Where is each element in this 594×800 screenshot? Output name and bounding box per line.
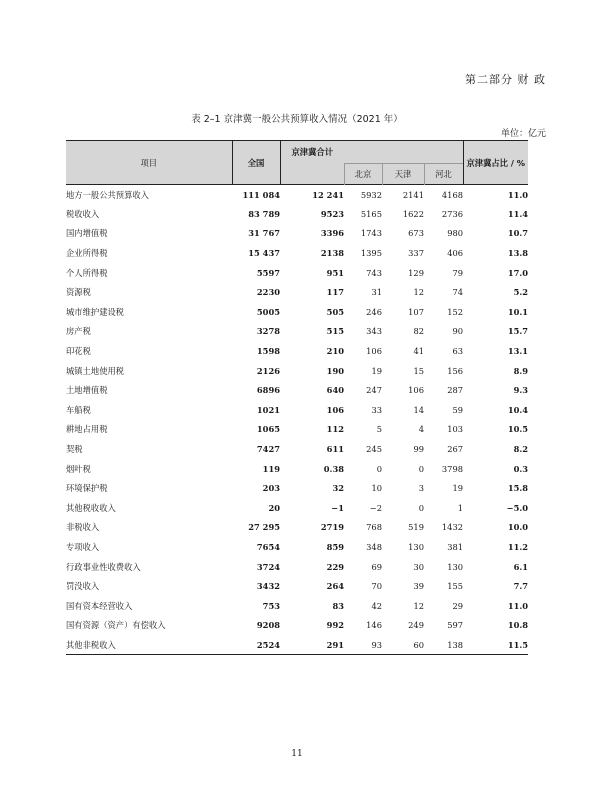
row-hebei: 155 — [447, 581, 464, 592]
row-hebei: 3798 — [441, 463, 464, 474]
row-jjj-total: 106 — [326, 404, 344, 415]
row-hebei: 74 — [452, 287, 464, 298]
row-jjj-total: 859 — [326, 541, 344, 552]
header-tianjin: 天津 — [382, 164, 424, 185]
row-beijing: 348 — [366, 541, 382, 552]
revenue-table — [66, 140, 528, 655]
row-tianjin: 12 — [413, 287, 424, 298]
table-row — [66, 224, 528, 244]
table-row — [66, 263, 528, 283]
row-item: 非税收入 — [66, 522, 100, 533]
row-jjj-total: −1 — [331, 502, 344, 513]
row-hebei: 138 — [424, 635, 463, 655]
row-hebei: 29 — [452, 600, 464, 611]
row-item: 个人所得税 — [66, 267, 108, 278]
row-national: 2524 — [232, 635, 280, 655]
row-hebei: 287 — [447, 385, 464, 396]
row-beijing: 5 — [376, 424, 382, 435]
row-hebei: 63 — [452, 346, 464, 357]
table-row — [66, 380, 528, 400]
row-item: 企业所得税 — [66, 248, 108, 259]
row-item: 耕地占用税 — [66, 424, 108, 435]
row-item: 行政事业性收费收入 — [66, 561, 141, 572]
table-row — [66, 459, 528, 479]
row-beijing: 0 — [376, 463, 382, 474]
row-jjj-total: 117 — [326, 287, 344, 298]
row-national: 5597 — [256, 267, 280, 278]
row-tianjin: 14 — [413, 404, 424, 415]
row-national: 6896 — [256, 385, 280, 396]
row-share: 11.2 — [507, 541, 529, 552]
row-jjj-total: 229 — [326, 561, 344, 572]
row-item: 契税 — [66, 444, 83, 455]
row-item: 车船税 — [66, 404, 91, 415]
header-region-group — [344, 141, 463, 164]
row-jjj-total: 83 — [332, 600, 344, 611]
row-item: 国有资源（资产）有偿收入 — [66, 620, 166, 631]
row-national: 111 084 — [232, 185, 280, 205]
row-hebei: 156 — [447, 365, 464, 376]
table-row — [66, 635, 528, 655]
row-tianjin: 673 — [408, 228, 424, 239]
row-national: 203 — [262, 483, 280, 494]
table-row — [66, 302, 528, 322]
row-jjj-total: 992 — [326, 620, 344, 631]
row-beijing: 31 — [371, 287, 382, 298]
row-national: 31 767 — [248, 228, 280, 239]
table-row — [66, 518, 528, 538]
row-share: −5.0 — [506, 502, 529, 513]
row-share: 10.5 — [507, 424, 529, 435]
row-jjj-total: 210 — [326, 346, 344, 357]
row-share: 11.0 — [507, 600, 529, 611]
row-item: 专项收入 — [66, 541, 100, 552]
row-tianjin: 12 — [413, 600, 424, 611]
row-item: 税收收入 — [66, 208, 100, 219]
section-header: 第二部分 财 政 — [465, 73, 546, 86]
row-national: 7427 — [256, 444, 280, 455]
table-row — [66, 361, 528, 381]
table-row — [66, 282, 528, 302]
row-jjj-total: 0.38 — [323, 463, 344, 474]
row-hebei: 2736 — [441, 208, 464, 219]
row-item: 印花税 — [66, 346, 91, 357]
table-row — [66, 185, 528, 205]
row-beijing: −2 — [369, 502, 382, 513]
row-share: 5.2 — [513, 287, 529, 298]
row-national: 3724 — [256, 561, 280, 572]
row-jjj-total: 611 — [326, 444, 344, 455]
row-tianjin: 0 — [418, 463, 424, 474]
row-item: 罚没收入 — [66, 581, 100, 592]
unit-label: 单位：亿元 — [500, 129, 546, 139]
row-hebei: 1 — [457, 502, 464, 513]
table-row — [66, 322, 528, 342]
row-share: 15.7 — [507, 326, 529, 337]
row-national: 5005 — [256, 306, 280, 317]
table-row — [66, 576, 528, 596]
row-tianjin: 249 — [408, 620, 424, 631]
row-tianjin: 39 — [413, 581, 424, 592]
row-hebei: 267 — [447, 444, 464, 455]
row-national: 9208 — [256, 620, 280, 631]
row-jjj-total: 291 — [280, 635, 344, 655]
table-row — [66, 557, 528, 577]
row-hebei: 130 — [447, 561, 464, 572]
row-beijing: 42 — [371, 600, 382, 611]
row-item: 烟叶税 — [66, 463, 91, 474]
row-tianjin: 337 — [408, 248, 424, 259]
row-tianjin: 1622 — [402, 208, 424, 219]
row-share: 0.3 — [513, 463, 529, 474]
row-item: 国内增值税 — [66, 228, 108, 239]
row-share: 13.1 — [507, 346, 529, 357]
row-tianjin: 30 — [413, 561, 424, 572]
row-tianjin: 15 — [413, 365, 424, 376]
row-hebei: 597 — [447, 620, 464, 631]
row-share: 10.0 — [507, 522, 529, 533]
table-row — [66, 439, 528, 459]
row-share: 11.5 — [463, 635, 528, 655]
row-national: 7654 — [256, 541, 280, 552]
table-row — [66, 243, 528, 263]
row-tianjin: 106 — [408, 385, 424, 396]
row-tianjin: 41 — [413, 346, 424, 357]
header-share: 京津冀占比 / % — [463, 141, 528, 185]
row-share: 17.0 — [507, 267, 529, 278]
row-jjj-total: 264 — [326, 581, 344, 592]
header-national: 全国 — [232, 141, 280, 185]
row-national: 3278 — [256, 326, 280, 337]
row-jjj-total: 951 — [326, 267, 344, 278]
table-row — [66, 478, 528, 498]
row-national: 20 — [268, 502, 280, 513]
row-beijing: 743 — [366, 267, 382, 278]
row-tianjin: 99 — [413, 444, 424, 455]
row-item: 城市维护建设税 — [66, 306, 125, 317]
row-item: 土地增值税 — [66, 385, 108, 396]
row-beijing: 33 — [371, 404, 382, 415]
row-hebei: 19 — [452, 483, 464, 494]
row-beijing: 93 — [344, 635, 382, 655]
row-share: 10.1 — [507, 306, 529, 317]
row-jjj-total: 3396 — [320, 228, 344, 239]
row-item: 房产税 — [66, 326, 91, 337]
row-jjj-total: 2719 — [320, 522, 344, 533]
row-tianjin: 519 — [408, 522, 424, 533]
header-jjj-total-blank — [280, 164, 344, 185]
table-row — [66, 498, 528, 518]
row-item: 其他税收收入 — [66, 502, 116, 513]
row-jjj-total: 9523 — [320, 208, 344, 219]
row-national: 1065 — [256, 424, 280, 435]
row-hebei: 1432 — [441, 522, 464, 533]
row-tianjin: 0 — [418, 502, 424, 513]
row-share: 15.8 — [507, 483, 529, 494]
table-row — [66, 420, 528, 440]
row-beijing: 768 — [366, 522, 382, 533]
row-national: 1021 — [256, 404, 280, 415]
row-tianjin: 2141 — [382, 185, 424, 205]
row-beijing: 10 — [371, 483, 382, 494]
header-beijing: 北京 — [344, 164, 382, 185]
row-beijing: 1743 — [360, 228, 382, 239]
row-hebei: 980 — [447, 228, 464, 239]
table-row — [66, 400, 528, 420]
row-share: 9.3 — [513, 385, 529, 396]
row-jjj-total: 515 — [326, 326, 344, 337]
row-share: 13.8 — [507, 248, 529, 259]
row-tianjin: 4 — [418, 424, 424, 435]
row-item: 环境保护税 — [66, 483, 108, 494]
row-beijing: 69 — [371, 561, 382, 572]
row-jjj-total: 112 — [326, 424, 344, 435]
row-hebei: 79 — [452, 267, 464, 278]
row-jjj-total: 190 — [326, 365, 344, 376]
row-tianjin: 129 — [408, 267, 424, 278]
row-national: 1598 — [256, 346, 280, 357]
row-share: 11.4 — [507, 208, 529, 219]
row-hebei: 406 — [447, 248, 464, 259]
row-jjj-total: 32 — [332, 483, 344, 494]
row-jjj-total: 640 — [326, 385, 344, 396]
row-national: 3432 — [256, 581, 280, 592]
row-tianjin: 3 — [418, 483, 424, 494]
row-share: 8.2 — [513, 444, 529, 455]
row-beijing: 5165 — [360, 208, 382, 219]
row-beijing: 1395 — [360, 248, 382, 259]
row-national: 27 295 — [248, 522, 280, 533]
row-national: 83 789 — [248, 208, 280, 219]
row-beijing: 245 — [366, 444, 382, 455]
row-tianjin: 60 — [382, 635, 424, 655]
row-beijing: 247 — [366, 385, 382, 396]
row-hebei: 59 — [452, 404, 464, 415]
row-hebei: 103 — [447, 424, 464, 435]
row-tianjin: 107 — [408, 306, 424, 317]
table-row — [66, 616, 528, 636]
row-share: 11.0 — [463, 185, 528, 205]
row-hebei: 90 — [452, 326, 464, 337]
header-item: 项目 — [66, 141, 232, 185]
row-national: 2230 — [256, 287, 280, 298]
row-share: 10.7 — [507, 228, 529, 239]
row-hebei: 381 — [447, 541, 464, 552]
row-beijing: 70 — [371, 581, 382, 592]
row-jjj-total: 505 — [326, 306, 344, 317]
row-jjj-total: 12 241 — [280, 185, 344, 205]
row-item: 其他非税收入 — [66, 635, 232, 655]
page-number: 11 — [291, 749, 303, 759]
row-national: 2126 — [256, 365, 280, 376]
row-share: 6.1 — [513, 561, 529, 572]
row-hebei: 4168 — [424, 185, 463, 205]
row-item: 资源税 — [66, 287, 91, 298]
row-share: 8.9 — [513, 365, 529, 376]
row-item: 城镇土地使用税 — [66, 365, 125, 376]
row-national: 119 — [262, 463, 280, 474]
header-hebei: 河北 — [424, 164, 463, 185]
row-beijing: 19 — [371, 365, 382, 376]
row-share: 10.4 — [507, 404, 529, 415]
row-hebei: 152 — [447, 306, 464, 317]
table-row — [66, 341, 528, 361]
row-national: 15 437 — [248, 248, 280, 259]
header-jjj-total: 京津冀合计 — [280, 141, 344, 164]
row-tianjin: 130 — [408, 541, 424, 552]
row-beijing: 106 — [366, 346, 382, 357]
row-beijing: 343 — [366, 326, 382, 337]
row-item: 地方一般公共预算收入 — [66, 185, 232, 205]
table-row — [66, 537, 528, 557]
row-share: 10.8 — [507, 620, 529, 631]
row-beijing: 5932 — [344, 185, 382, 205]
row-beijing: 146 — [366, 620, 382, 631]
row-tianjin: 82 — [413, 326, 424, 337]
table-row — [66, 596, 528, 616]
row-jjj-total: 2138 — [320, 248, 344, 259]
row-item: 国有资本经营收入 — [66, 600, 133, 611]
table-title: 表 2–1 京津冀一般公共预算收入情况（2021 年） — [191, 114, 403, 125]
row-national: 753 — [262, 600, 280, 611]
row-beijing: 246 — [366, 306, 382, 317]
table-row — [66, 204, 528, 224]
row-share: 7.7 — [513, 581, 529, 592]
